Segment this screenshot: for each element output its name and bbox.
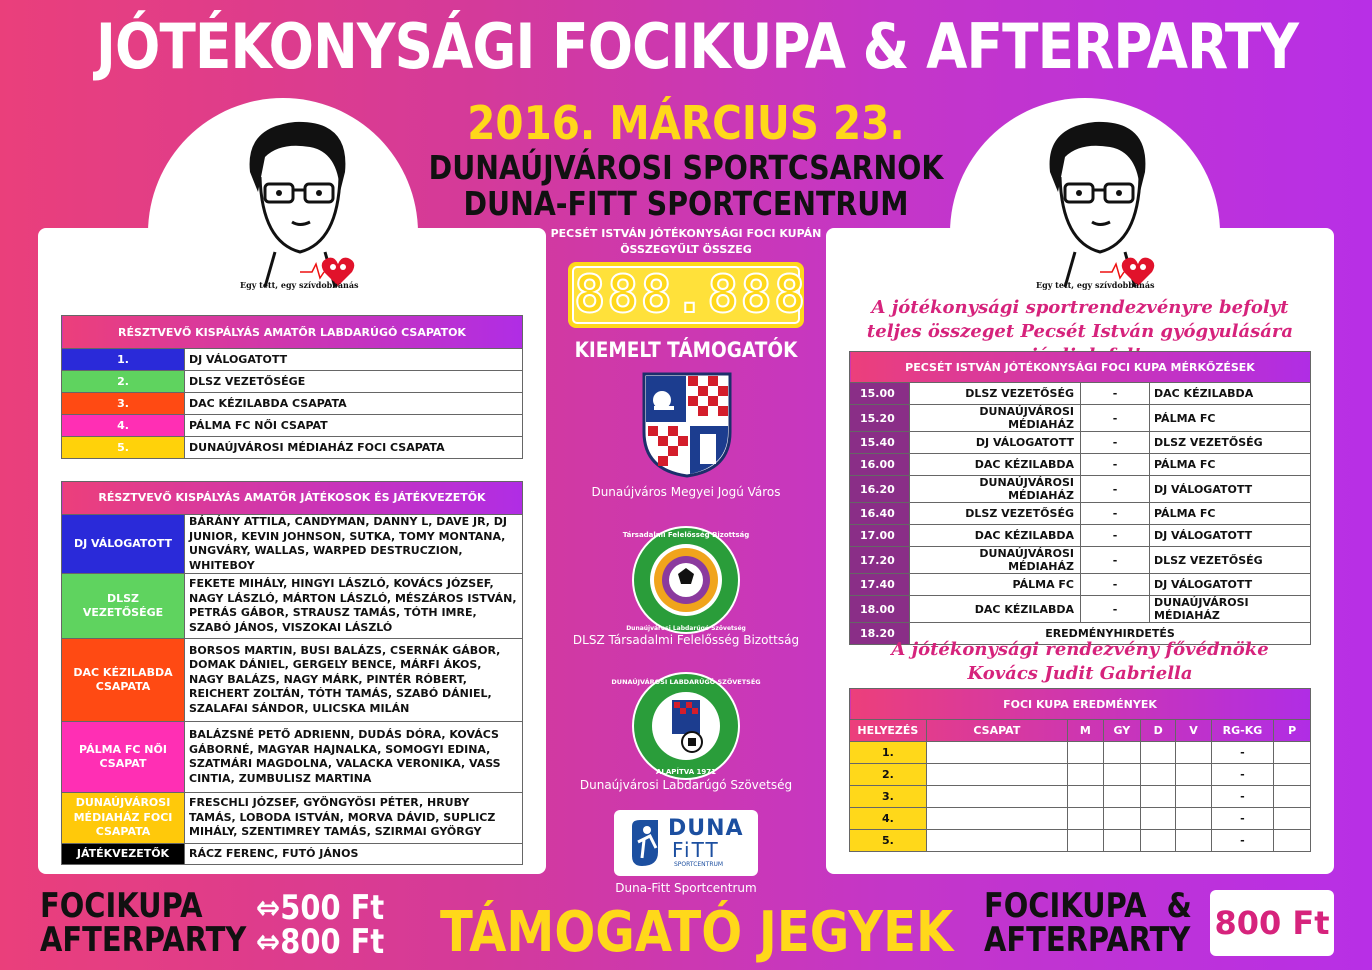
result-cell <box>1176 764 1211 786</box>
dls-founded-text: ALAPÍTVA 1971 <box>655 768 717 776</box>
team-number: 3. <box>62 393 185 415</box>
match-home: DLSZ VEZETŐSÉG <box>910 503 1081 525</box>
table-row <box>850 830 1311 852</box>
result-cell <box>1067 764 1103 786</box>
result-cell <box>1176 786 1211 808</box>
collected-label <box>548 226 824 258</box>
results-column-header: P <box>1274 720 1311 742</box>
match-away: DJ VÁLOGATOTT <box>1150 476 1311 503</box>
table-row <box>850 808 1311 830</box>
counter-box <box>568 262 808 328</box>
dlsz-ring-text: Társadalmi Felelősség Bizottság <box>622 531 750 539</box>
result-goals: - <box>1211 786 1274 808</box>
results-table-header: FOCI KUPA EREDMÉNYEK <box>850 689 1311 720</box>
patron-text <box>826 638 1334 686</box>
table-row <box>850 786 1311 808</box>
match-time: 16.00 <box>850 454 910 476</box>
player-list: BÁRÁNY ATTILA, CANDYMAN, DANNY L, DAVE JR, DJ JUNIOR, KEVIN JOHNSON, SUTKA, TOMY MONTANA, UNGVÁRY, WALLAS, WARPED DESTRUCZION, WHITEBOY <box>185 515 523 574</box>
dunafitt-figure-icon <box>628 818 664 868</box>
match-away: DAC KÉZILABDA <box>1150 383 1311 405</box>
match-away: DLSZ VEZETŐSÉG <box>1150 432 1311 454</box>
ticket-combo-price: 800 Ft <box>1210 890 1334 956</box>
team-number: 1. <box>62 349 185 371</box>
result-goals: - <box>1211 830 1274 852</box>
match-away: DUNAÚJVÁROSI MÉDIAHÁZ <box>1150 596 1311 623</box>
table-row <box>850 432 1311 454</box>
venue-line-2: DUNA-FITT SPORTCENTRUM <box>463 184 909 223</box>
match-dash: - <box>1081 432 1150 454</box>
ticket-afterparty-label: AFTERPARTY <box>40 920 247 960</box>
result-cell <box>1141 808 1176 830</box>
player-team: DUNAÚJVÁROSI MÉDIAHÁZ FOCI CSAPATA <box>62 793 185 844</box>
sponsor-name-dlsz-tfb: DLSZ Társadalmi Felelősség Bizottság <box>572 633 800 647</box>
players-table <box>61 481 523 865</box>
player-list: BORSOS MARTIN, BUSI BALÁZS, CSERNÁK GÁBOR, DOMAK DÁNIEL, GERGELY BENCE, MÁRFI ÁKOS, NAGY BALÁZS, NAGY MÁRK, PINTÉR RÓBERT, REICHERT ZOLTÁN, TÓTH TAMÁS, SZABÓ DÁNIEL, SZALAFAI SÁNDOR, ULICSKA MILÁN <box>185 639 523 722</box>
matches-table <box>849 351 1311 645</box>
matches-table-header: PECSÉT ISTVÁN JÓTÉKONYSÁGI FOCI KUPA MÉRKŐZÉSEK <box>850 352 1311 383</box>
results-column-header: V <box>1176 720 1211 742</box>
table-row <box>62 371 523 393</box>
result-goals: - <box>1211 742 1274 764</box>
teams-table-header: RÉSZTVEVŐ KISPÁLYÁS AMATŐR LABDARÚGÓ CSAPATOK <box>62 316 523 349</box>
ticket-focikupa-label: FOCIKUPA <box>40 886 203 926</box>
table-row <box>62 393 523 415</box>
team-number: 2. <box>62 371 185 393</box>
match-home: DJ VÁLOGATOTT <box>910 432 1081 454</box>
match-away: DJ VÁLOGATOTT <box>1150 525 1311 547</box>
match-time: 15.40 <box>850 432 910 454</box>
match-time: 18.20 <box>850 623 910 645</box>
dlsz-ring-text-2: Dunaújvárosi Labdarúgó Szövetség <box>626 625 746 632</box>
table-row <box>850 503 1311 525</box>
match-time: 16.40 <box>850 503 910 525</box>
ticket-combo-line-1: FOCIKUPA & <box>984 886 1192 926</box>
result-points <box>1274 742 1311 764</box>
match-away: DLSZ VEZETŐSÉG <box>1150 547 1311 574</box>
result-cell <box>926 742 1067 764</box>
result-cell <box>1141 764 1176 786</box>
arrow-icon: ⇔ <box>256 888 281 928</box>
result-goals: - <box>1211 764 1274 786</box>
result-points <box>1274 808 1311 830</box>
match-home: DAC KÉZILABDA <box>910 596 1081 623</box>
result-cell <box>926 786 1067 808</box>
right-portrait-caption: Egy tett, egy szívdobbanás <box>1036 280 1155 290</box>
dlsz-logo-icon <box>611 670 761 782</box>
team-name: DJ VÁLOGATOTT <box>185 349 523 371</box>
result-cell <box>1067 786 1103 808</box>
results-table <box>849 688 1311 852</box>
result-cell <box>1176 742 1211 764</box>
sponsor-name-dunafitt: Duna-Fitt Sportcentrum <box>615 881 757 895</box>
table-row <box>850 525 1311 547</box>
match-dash: - <box>1081 405 1150 432</box>
player-list: RÁCZ FERENC, FUTÓ JÁNOS <box>185 844 523 865</box>
collected-label-line-1: PECSÉT ISTVÁN JÓTÉKONYSÁGI FOCI KUPÁN <box>550 227 822 240</box>
result-cell <box>1103 786 1140 808</box>
match-dash: - <box>1081 574 1150 596</box>
ticket-afterparty-price-value: 800 Ft <box>280 922 385 962</box>
result-place: 3. <box>850 786 927 808</box>
table-row <box>62 844 523 865</box>
result-cell <box>1103 764 1140 786</box>
player-list: FRESCHLI JÓZSEF, GYÖNGYÖSI PÉTER, HRUBY TAMÁS, LOBODA ISTVÁN, MORVA DÁVID, SUPLICZ MIHÁLY, SZENTIMREY TAMÁS, SZIRMAI GYÖRGY <box>185 793 523 844</box>
collected-amount: 888.888 <box>574 265 808 325</box>
team-name: DUNAÚJVÁROSI MÉDIAHÁZ FOCI CSAPATA <box>185 437 523 459</box>
table-row <box>850 383 1311 405</box>
results-column-header: HELYEZÉS <box>850 720 927 742</box>
sponsor-name-city: Dunaújváros Megyei Jogú Város <box>591 485 781 499</box>
arrow-icon: ⇔ <box>256 922 281 962</box>
match-dash: - <box>1081 596 1150 623</box>
match-home: DUNAÚJVÁROSI MÉDIAHÁZ <box>910 476 1081 503</box>
dedication-line-1: A jótékonysági sportrendezvényre befolyt <box>871 297 1289 318</box>
result-cell <box>1141 830 1176 852</box>
result-cell <box>1067 808 1103 830</box>
result-place: 5. <box>850 830 927 852</box>
team-number: 4. <box>62 415 185 437</box>
sponsors-title: KIEMELT TÁMOGATÓK <box>574 338 798 362</box>
result-ceremony: EREDMÉNYHIRDETÉS <box>910 623 1311 645</box>
dunafitt-logo-word-3: SPORTCENTRUM <box>674 861 724 868</box>
result-cell <box>1141 742 1176 764</box>
table-row <box>62 793 523 844</box>
result-points <box>1274 830 1311 852</box>
match-time: 17.20 <box>850 547 910 574</box>
match-home: DAC KÉZILABDA <box>910 525 1081 547</box>
player-team: JÁTÉKVEZETŐK <box>62 844 185 865</box>
dunafitt-logo-word-1: DUNA <box>668 816 744 841</box>
match-dash: - <box>1081 476 1150 503</box>
result-place: 1. <box>850 742 927 764</box>
result-cell <box>1176 808 1211 830</box>
table-row <box>850 454 1311 476</box>
match-away: PÁLMA FC <box>1150 454 1311 476</box>
player-team: DAC KÉZILABDA CSAPATA <box>62 639 185 722</box>
team-name: PÁLMA FC NŐI CSAPAT <box>185 415 523 437</box>
table-row <box>850 476 1311 503</box>
match-dash: - <box>1081 525 1150 547</box>
table-row <box>62 349 523 371</box>
match-dash: - <box>1081 383 1150 405</box>
result-cell <box>1103 808 1140 830</box>
result-cell <box>926 830 1067 852</box>
match-time: 15.00 <box>850 383 910 405</box>
dedication-line-2: teljes összeget Pecsét István gyógyulására <box>866 321 1294 342</box>
result-place: 2. <box>850 764 927 786</box>
result-cell <box>1067 742 1103 764</box>
team-name: DLSZ VEZETŐSÉGE <box>185 371 523 393</box>
table-row <box>850 547 1311 574</box>
results-column-header: RG-KG <box>1211 720 1274 742</box>
event-title: JÓTÉKONYSÁGI FOCIKUPA & AFTERPARTY <box>96 10 1299 83</box>
result-cell <box>1067 830 1103 852</box>
left-portrait-caption: Egy tett, egy szívdobbanás <box>240 280 359 290</box>
result-cell <box>1103 830 1140 852</box>
sponsor-name-dlsz: Dunaújvárosi Labdarúgó Szövetség <box>579 778 793 792</box>
results-column-header: GY <box>1103 720 1140 742</box>
result-place: 4. <box>850 808 927 830</box>
results-column-header: D <box>1141 720 1176 742</box>
match-home: PÁLMA FC <box>910 574 1081 596</box>
event-date: 2016. MÁRCIUS 23. <box>467 96 905 150</box>
match-time: 15.20 <box>850 405 910 432</box>
match-away: PÁLMA FC <box>1150 503 1311 525</box>
match-dash: - <box>1081 547 1150 574</box>
collected-label-line-2: ÖSSZEGYŰLT ÖSSZEG <box>620 243 752 256</box>
match-time: 17.40 <box>850 574 910 596</box>
table-row <box>62 437 523 459</box>
player-team: DJ VÁLOGATOTT <box>62 515 185 574</box>
match-away: PÁLMA FC <box>1150 405 1311 432</box>
venue-line-1: DUNAÚJVÁROSI SPORTCSARNOK <box>428 148 944 187</box>
result-points <box>1274 764 1311 786</box>
dlsz-tfb-logo-icon <box>622 524 750 636</box>
dunafitt-logo <box>614 810 758 876</box>
result-cell <box>1141 786 1176 808</box>
table-row <box>850 764 1311 786</box>
ticket-afterparty-price <box>256 922 384 962</box>
match-away: DJ VÁLOGATOTT <box>1150 574 1311 596</box>
table-row <box>62 639 523 722</box>
match-home: DAC KÉZILABDA <box>910 454 1081 476</box>
table-row <box>850 574 1311 596</box>
tickets-heading: TÁMOGATÓ JEGYEK <box>440 900 954 965</box>
ticket-focikupa-price-value: 500 Ft <box>280 888 385 928</box>
dunaujvaros-crest-icon <box>640 370 734 480</box>
team-name: DAC KÉZILABDA CSAPATA <box>185 393 523 415</box>
patron-line-1: A jótékonysági rendezvény fővédnöke <box>891 639 1269 660</box>
result-cell <box>926 764 1067 786</box>
table-row <box>850 405 1311 432</box>
table-row <box>62 574 523 639</box>
result-cell <box>926 808 1067 830</box>
match-home: DLSZ VEZETŐSÉG <box>910 383 1081 405</box>
player-team: PÁLMA FC NŐI CSAPAT <box>62 722 185 793</box>
table-row <box>850 596 1311 623</box>
results-column-header: M <box>1067 720 1103 742</box>
table-row <box>62 722 523 793</box>
dunafitt-logo-word-2: FiTT <box>672 838 720 862</box>
match-time: 17.00 <box>850 525 910 547</box>
result-cell <box>1176 830 1211 852</box>
results-column-header: CSAPAT <box>926 720 1067 742</box>
table-row <box>850 742 1311 764</box>
player-list: BALÁZSNÉ PETŐ ADRIENN, DUDÁS DÓRA, KOVÁCS GÁBORNÉ, MAGYAR HAJNALKA, SOMOGYI EDINA, SZATMÁRI MAGDOLNA, VALACKA VERONIKA, VASS CINTIA, ZUMBULISZ MARTINA <box>185 722 523 793</box>
table-row <box>62 515 523 574</box>
match-time: 18.00 <box>850 596 910 623</box>
result-cell <box>1103 742 1140 764</box>
match-dash: - <box>1081 503 1150 525</box>
patron-line-2: Kovács Judit Gabriella <box>967 663 1193 684</box>
result-points <box>1274 786 1311 808</box>
match-time: 16.20 <box>850 476 910 503</box>
player-list: FEKETE MIHÁLY, HINGYI LÁSZLÓ, KOVÁCS JÓZSEF, NAGY LÁSZLÓ, MÁRTON LÁSZLÓ, MÉSZÁROS ISTVÁN, PETRÁS GÁBOR, STRAUSZ TAMÁS, TÓTH IMRE, SZABÓ JÁNOS, VISZOKAI LÁSZLÓ <box>185 574 523 639</box>
match-home: DUNAÚJVÁROSI MÉDIAHÁZ <box>910 547 1081 574</box>
ticket-combo-line-2: AFTERPARTY <box>984 920 1191 960</box>
result-goals: - <box>1211 808 1274 830</box>
player-team: DLSZ VEZETŐSÉGE <box>62 574 185 639</box>
teams-table <box>61 315 523 459</box>
dls-ring-text: DUNAÚJVÁROSI LABDARÚGÓ SZÖVETSÉG <box>611 678 761 686</box>
team-number: 5. <box>62 437 185 459</box>
players-table-header: RÉSZTVEVŐ KISPÁLYÁS AMATŐR JÁTÉKOSOK ÉS JÁTÉKVEZETŐK <box>62 482 523 515</box>
match-home: DUNAÚJVÁROSI MÉDIAHÁZ <box>910 405 1081 432</box>
table-row <box>62 415 523 437</box>
match-dash: - <box>1081 454 1150 476</box>
